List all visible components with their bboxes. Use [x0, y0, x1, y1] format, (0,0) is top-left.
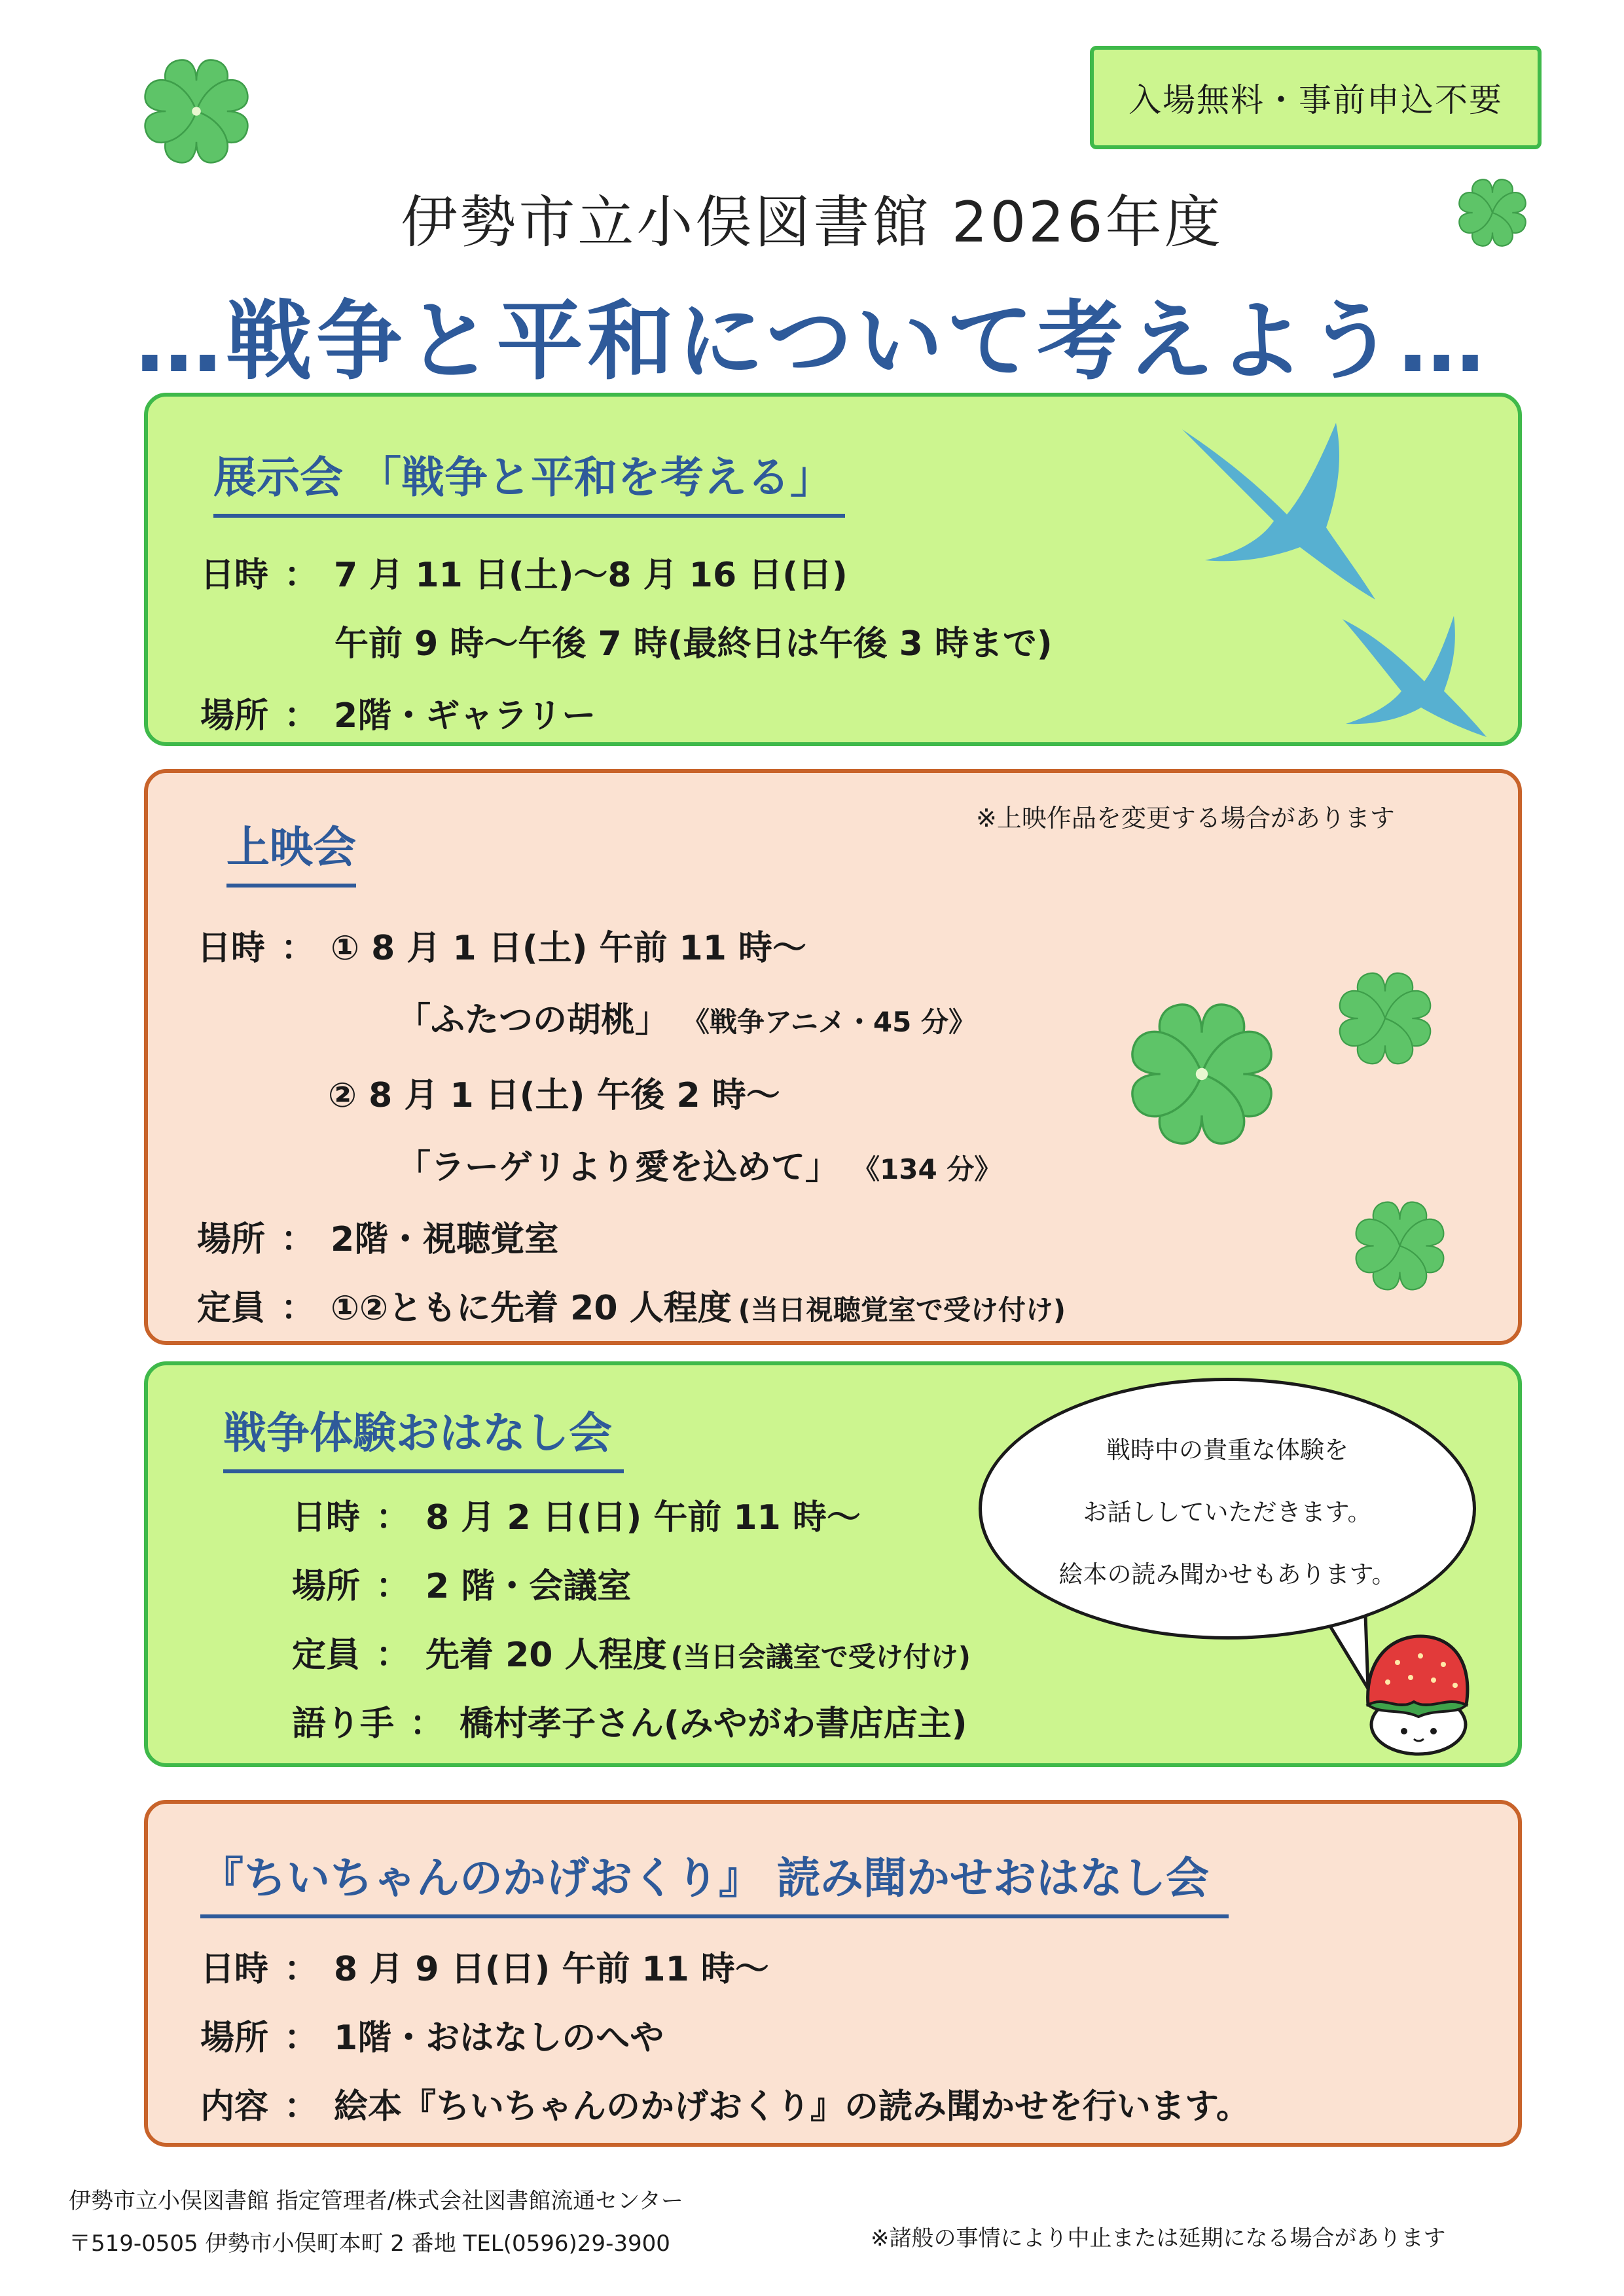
screening-item2-film: 「ラーゲリより愛を込めて」 [397, 1148, 840, 1187]
exhibition-title: 展示会 「戦争と平和を考える」 [213, 442, 845, 518]
speaker-label: 語り手 [292, 1704, 395, 1744]
bird-icon [1176, 416, 1385, 606]
talk-date-row [292, 1490, 861, 1539]
reading-title: 『ちいちゃんのかげおくり』 読み聞かせおはなし会 [200, 1843, 1229, 1918]
content-label: 内容 [200, 2087, 269, 2126]
screening-date-row-1 [197, 920, 806, 969]
exhibition-time-value: 午前 9 時～午後 7 時(最終日は午後 3 時まで) [334, 624, 1053, 664]
screening-item2-info: 《134 分》 [852, 1153, 1002, 1185]
footer-notice: ※諸般の事情により中止または延期になる場合があります [871, 2225, 1446, 2251]
exhibition-place-value: 2階・ギャラリー [334, 696, 596, 736]
exhibition-date-row [200, 547, 848, 596]
place-label: 場所 [197, 1220, 266, 1259]
talk-date-value: 8 月 2 日(日) 午前 11 時～ [425, 1498, 861, 1537]
place-label: 場所 [292, 1567, 361, 1606]
colon: ： [376, 1567, 410, 1606]
colon: ： [376, 1498, 410, 1537]
colon: ： [376, 1636, 410, 1675]
date-label: 日時 [292, 1498, 361, 1537]
talk-capacity-note: (当日会議室で受け付け) [670, 1641, 971, 1673]
reading-panel [144, 1800, 1522, 2147]
colon: ： [284, 556, 319, 595]
reading-date-value: 8 月 9 日(日) 午前 11 時～ [334, 1950, 769, 1989]
reading-place-row [200, 2010, 664, 2059]
talk-place-value: 2 階・会議室 [425, 1567, 632, 1606]
screening-capacity-row [197, 1280, 1066, 1329]
reading-content-row [200, 2079, 1250, 2128]
talk-speaker-row [292, 1696, 967, 1745]
screening-place-row [197, 1211, 558, 1261]
colon: ： [281, 929, 316, 968]
screening-item1-film: 「ふたつの胡桃」 [397, 1001, 670, 1040]
talk-place-row [292, 1558, 631, 1607]
capacity-label: 定員 [197, 1289, 266, 1328]
clover-icon [1352, 1198, 1447, 1293]
talk-capacity-value: 先着 20 人程度 [425, 1636, 667, 1675]
colon: ： [284, 696, 319, 736]
screening-place-value: 2階・視聴覚室 [331, 1220, 559, 1259]
screening-date-row-2 [328, 1067, 780, 1117]
date-label: 日時 [197, 929, 266, 968]
colon: ： [410, 1704, 444, 1744]
screening-note: ※上映作品を変更する場合があります [976, 804, 1395, 833]
screening-film2-row [397, 1139, 1001, 1189]
reading-place-value: 1階・おはなしのへや [334, 2018, 664, 2058]
bubble-line-2: お話ししていただきます。 [1083, 1498, 1372, 1526]
speech-bubble [979, 1378, 1476, 1640]
exhibition-time-row [334, 616, 1053, 665]
screening-item1-date: ① 8 月 1 日(土) 午前 11 時～ [331, 929, 807, 968]
colon: ： [284, 2018, 319, 2058]
colon: ： [281, 1220, 316, 1259]
screening-item2-date: ② 8 月 1 日(土) 午後 2 時～ [328, 1076, 780, 1115]
screening-capacity-note: (当日視聴覚室で受け付け) [738, 1294, 1066, 1326]
place-label: 場所 [200, 2018, 269, 2058]
library-title: 伊勢市立小俣図書館 2026年度 [401, 190, 1223, 255]
screening-title: 上映会 [226, 812, 356, 888]
reading-date-row [200, 1941, 769, 1990]
talk-title: 戦争体験おはなし会 [223, 1398, 624, 1473]
exhibition-place-row [200, 688, 596, 737]
screening-film1-row [397, 992, 976, 1041]
bubble-line-1: 戦時中の貴重な体験を [1106, 1436, 1348, 1464]
colon: ： [284, 2087, 319, 2126]
talk-capacity-row [292, 1627, 971, 1676]
screening-item1-info: 《戦争アニメ・45 分》 [682, 1006, 976, 1038]
place-label: 場所 [200, 696, 269, 736]
talk-speaker-value: 橋村孝子さん(みやがわ書店店主) [460, 1704, 967, 1744]
bird-icon [1339, 613, 1490, 744]
footer-operator: 伊勢市立小俣図書館 指定管理者/株式会社図書館流通センター [69, 2188, 683, 2214]
exhibition-panel [144, 393, 1522, 746]
date-label: 日時 [200, 556, 269, 595]
main-title: …戦争と平和について考えよう… [135, 291, 1489, 392]
screening-capacity-value: ①②ともに先着 20 人程度 [331, 1289, 732, 1328]
colon: ： [281, 1289, 316, 1328]
strawberry-mascot-icon [1358, 1633, 1476, 1757]
reading-content-value: 絵本『ちいちゃんのかげおくり』の読み聞かせを行います。 [334, 2087, 1250, 2126]
capacity-label: 定員 [292, 1636, 361, 1675]
screening-panel [144, 769, 1522, 1345]
date-label: 日時 [200, 1950, 269, 1989]
clover-icon [141, 56, 252, 167]
colon: ： [284, 1950, 319, 1989]
admission-free-badge: 入場無料・事前申込不要 [1090, 46, 1542, 149]
clover-icon [1127, 999, 1277, 1149]
exhibition-date-value: 7 月 11 日(土)～8 月 16 日(日) [334, 556, 848, 595]
footer-address: 〒519-0505 伊勢市小俣町本町 2 番地 TEL(0596)29-3900 [69, 2231, 670, 2257]
bubble-line-3: 絵本の読み聞かせもあります。 [1058, 1560, 1396, 1588]
clover-icon [1336, 969, 1434, 1067]
